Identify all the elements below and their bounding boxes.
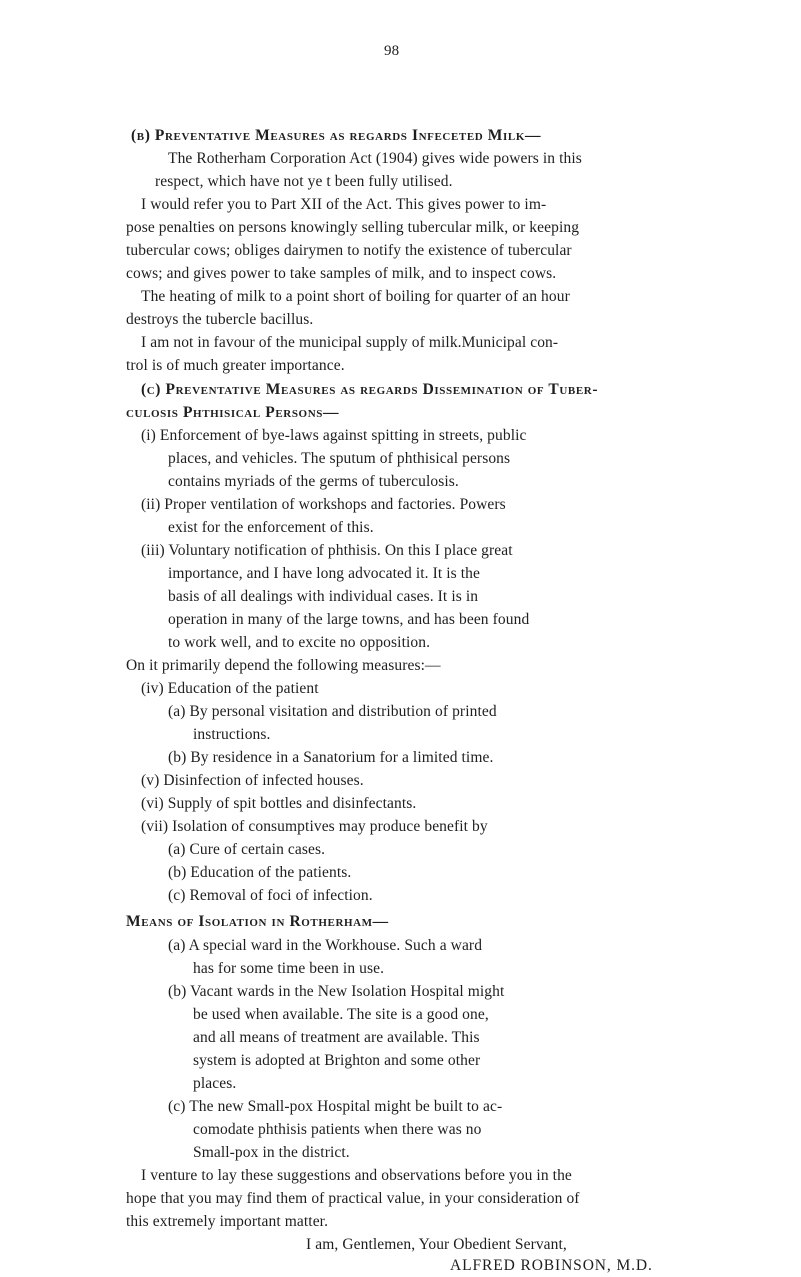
- text-line: places.: [193, 1075, 237, 1092]
- text-line: pose penalties on persons knowingly selling tubercular milk, or keeping: [126, 219, 580, 236]
- text-line: contains myriads of the germs of tuberculosis.: [168, 473, 459, 490]
- sub-item-b: (b) By residence in a Sanatorium for a limited time.: [168, 749, 494, 766]
- text-line: Small-pox in the district.: [193, 1144, 350, 1161]
- text-line: trol is of much greater importance.: [126, 357, 345, 374]
- section-heading-c-cont: culosis Phthisical Persons—: [126, 404, 340, 421]
- text-line: to work well, and to excite no opposition.: [168, 634, 431, 651]
- text-line: and all means of treatment are available. This: [193, 1029, 480, 1046]
- text-line: tubercular cows; obliges dairymen to notify the existence of tubercular: [126, 242, 572, 259]
- list-item-vii: (vii) Isolation of consumptives may produce benefit by: [141, 818, 488, 835]
- sub-item-a: (a) Cure of certain cases.: [168, 841, 326, 858]
- text-line: has for some time been in use.: [193, 960, 385, 977]
- page-number: 98: [384, 43, 400, 59]
- text-line: I am not in favour of the municipal supply of milk.Municipal con-: [141, 334, 559, 351]
- section-heading-isolation: Means of Isolation in Rotherham—: [126, 913, 389, 930]
- text-line: hope that you may find them of practical value, in your consideration of: [126, 1190, 580, 1207]
- text-line: system is adopted at Brighton and some other: [193, 1052, 481, 1069]
- text-line: respect, which have not ye t been fully utilised.: [155, 173, 453, 190]
- text-line: operation in many of the large towns, and has been found: [168, 611, 530, 628]
- text-line: destroys the tubercle bacillus.: [126, 311, 314, 328]
- sub-item-b: (b) Vacant wards in the New Isolation Hospital might: [168, 983, 505, 1000]
- text-line: places, and vehicles. The sputum of phthisical persons: [168, 450, 511, 467]
- sub-item-c: (c) Removal of foci of infection.: [168, 887, 373, 904]
- section-heading-c: (c) Preventative Measures as regards Dissemination of Tuber-: [141, 381, 599, 398]
- text-line: On it primarily depend the following measures:—: [126, 657, 441, 674]
- text-line: The heating of milk to a point short of boiling for quarter of an hour: [141, 288, 570, 305]
- sub-item-a: (a) By personal visitation and distribution of printed: [168, 703, 497, 720]
- text-line: cows; and gives power to take samples of milk, and to inspect cows.: [126, 265, 557, 282]
- text-line: importance, and I have long advocated it. It is the: [168, 565, 480, 582]
- list-item-vi: (vi) Supply of spit bottles and disinfectants.: [141, 795, 417, 812]
- list-item-iii: (iii) Voluntary notification of phthisis. On this I place great: [141, 542, 513, 559]
- text-line: The Rotherham Corporation Act (1904) gives wide powers in this: [168, 150, 582, 167]
- text-line: I would refer you to Part XII of the Act. This gives power to im-: [141, 196, 547, 213]
- signature: ALFRED ROBINSON, M.D.: [450, 1257, 653, 1274]
- sub-item-b: (b) Education of the patients.: [168, 864, 352, 881]
- text-line: exist for the enforcement of this.: [168, 519, 374, 536]
- sub-item-c: (c) The new Small-pox Hospital might be built to ac-: [168, 1098, 503, 1115]
- list-item-v: (v) Disinfection of infected houses.: [141, 772, 364, 789]
- closing-paragraph: I venture to lay these suggestions and observations before you in the: [141, 1167, 572, 1184]
- section-heading-b: (b) Preventative Measures as regards Infeceted Milk—: [131, 127, 542, 144]
- text-line: be used when available. The site is a good one,: [193, 1006, 489, 1023]
- list-item-i: (i) Enforcement of bye-laws against spitting in streets, public: [141, 427, 527, 444]
- list-item-iv: (iv) Education of the patient: [141, 680, 319, 697]
- text-line: basis of all dealings with individual cases. It is in: [168, 588, 479, 605]
- text-line: instructions.: [193, 726, 271, 743]
- text-line: this extremely important matter.: [126, 1213, 329, 1230]
- text-line: comodate phthisis patients when there was no: [193, 1121, 482, 1138]
- closing-salutation: I am, Gentlemen, Your Obedient Servant,: [306, 1236, 567, 1253]
- list-item-ii: (ii) Proper ventilation of workshops and factories. Powers: [141, 496, 506, 513]
- sub-item-a: (a) A special ward in the Workhouse. Such a ward: [168, 937, 483, 954]
